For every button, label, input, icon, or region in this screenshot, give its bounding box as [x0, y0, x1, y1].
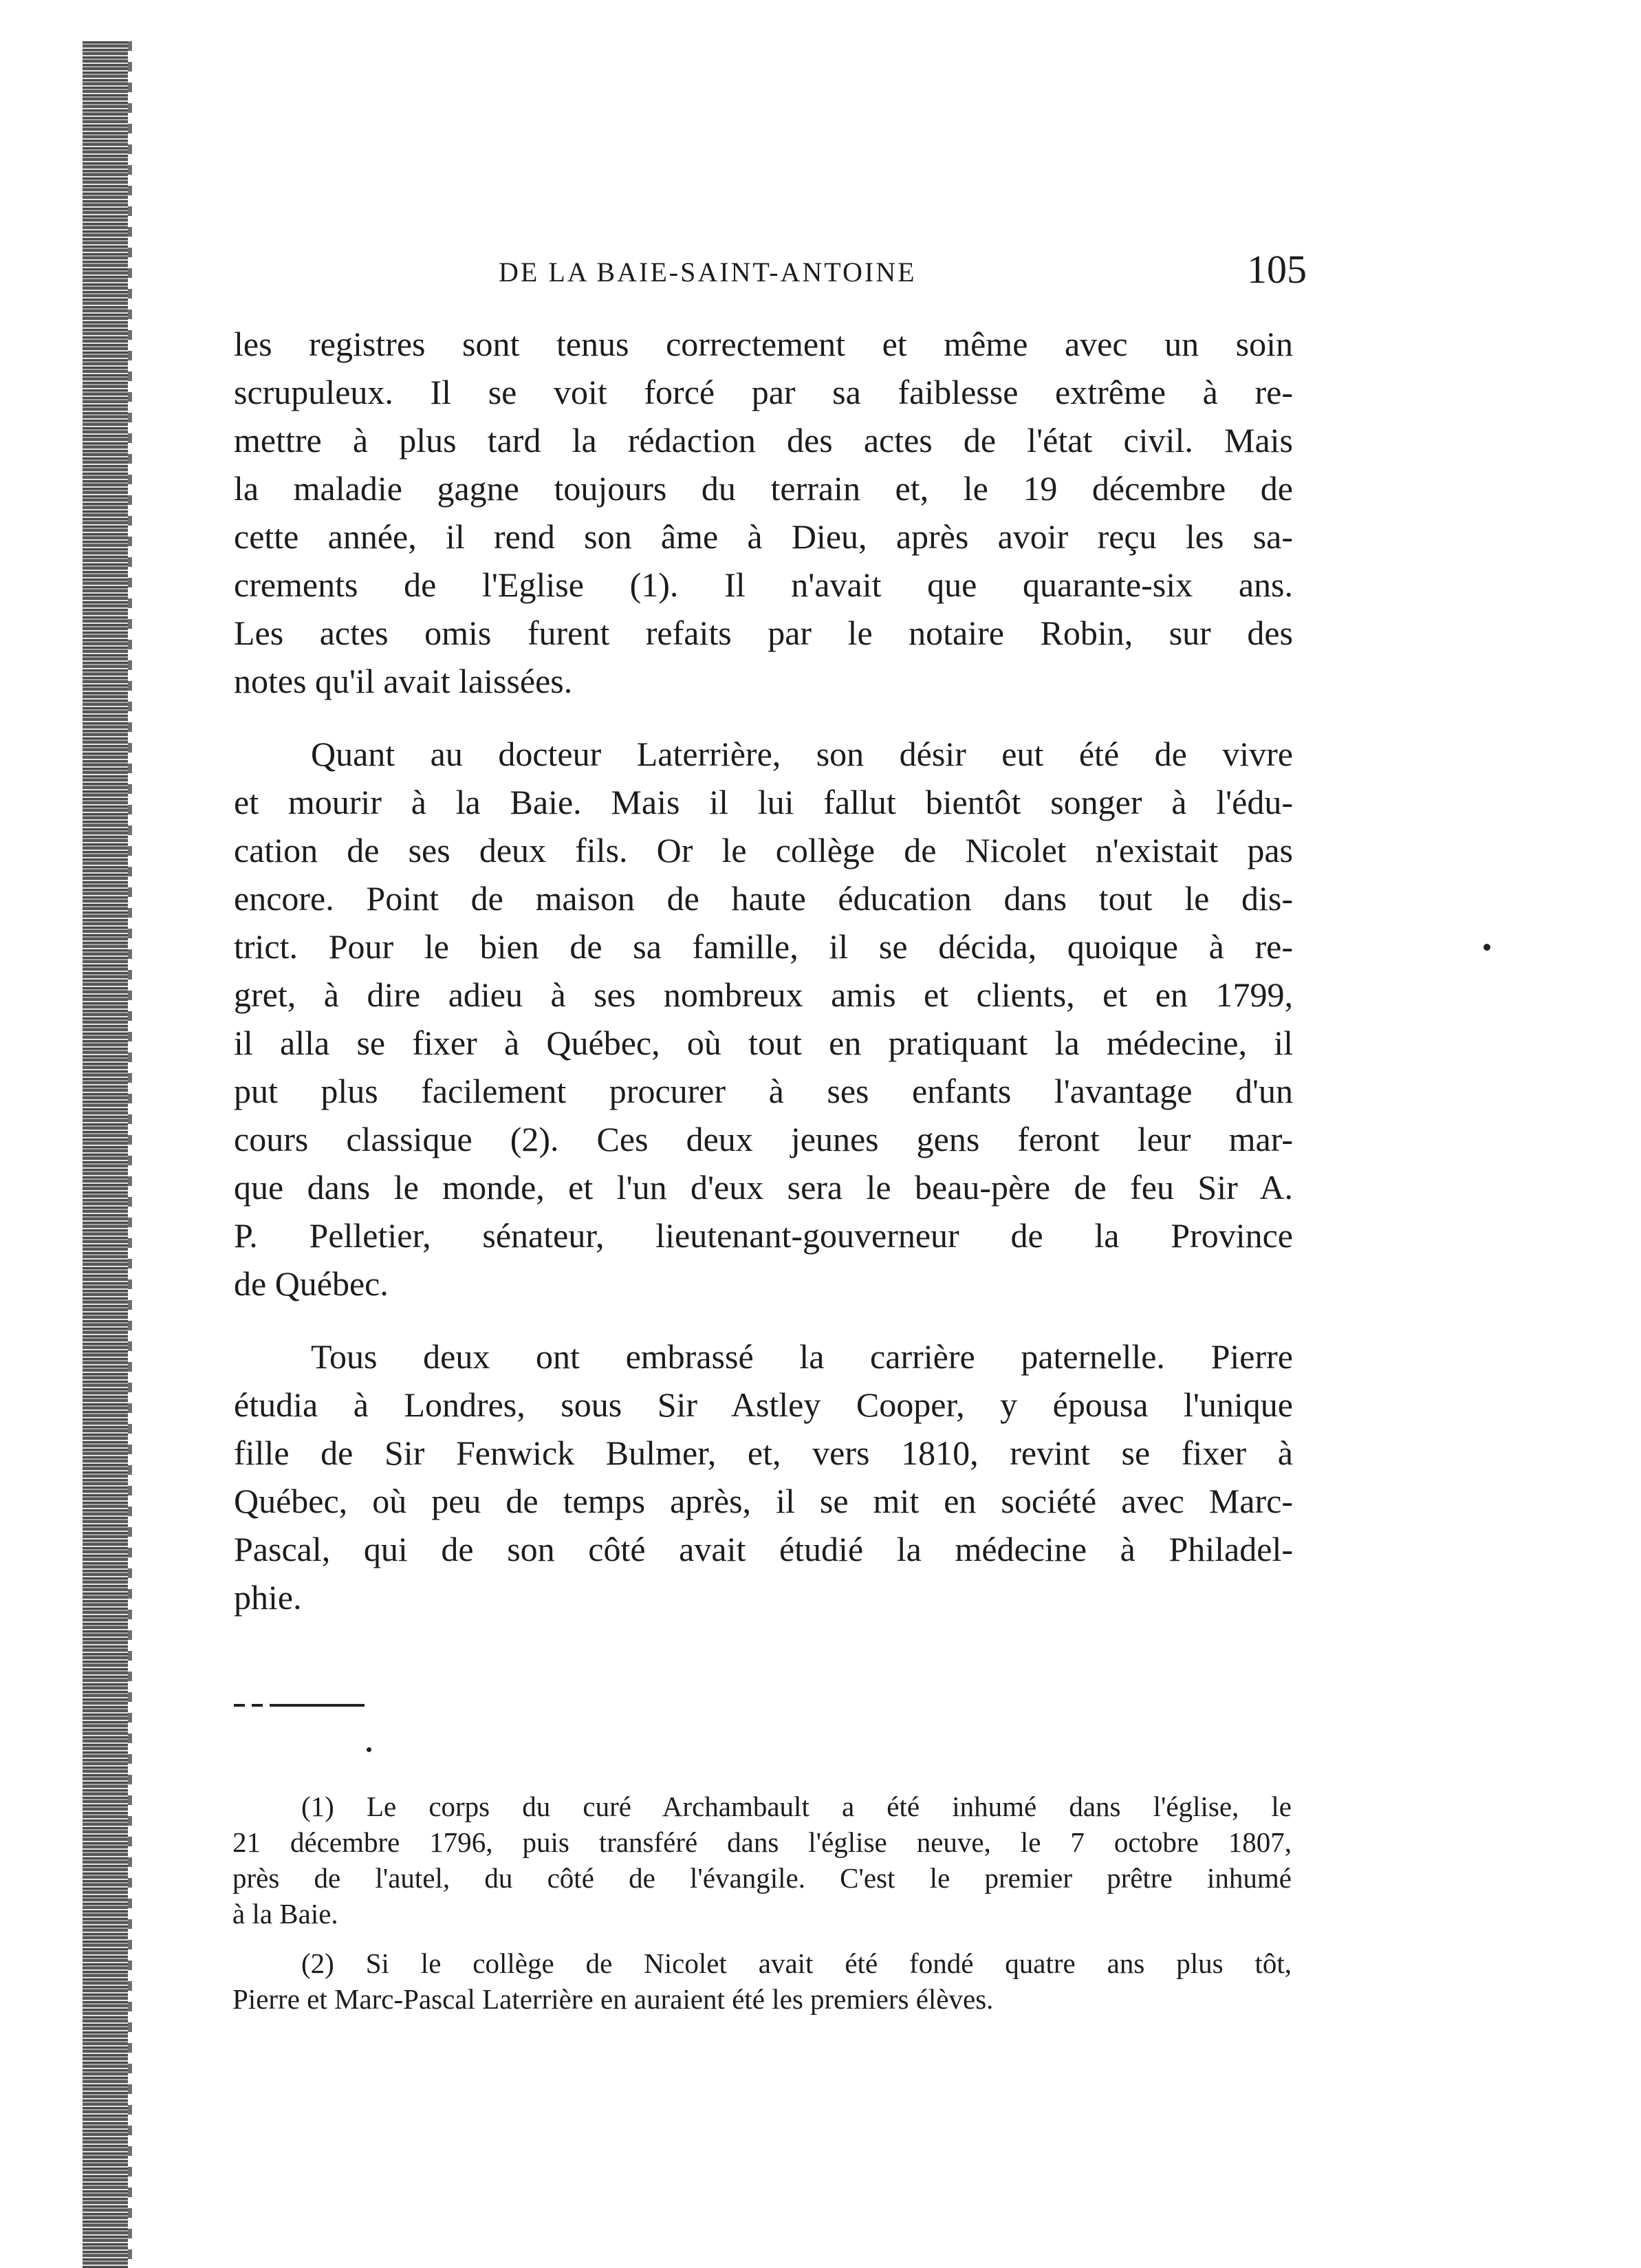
paragraph: [234, 730, 1293, 1308]
text-line: la maladie gagne toujours du terrain et, le 19 décembre de: [234, 469, 1293, 508]
text-line: cours classique (2). Ces deux jeunes gens feront leur mar-: [234, 1120, 1293, 1158]
text-line: étudia à Londres, sous Sir Astley Cooper, y épousa l'unique: [234, 1385, 1293, 1424]
footnotes: [232, 1789, 1292, 2017]
footnote-1: [232, 1789, 1292, 1932]
footnote-line: près de l'autel, du côté de l'évangile. C'est le premier prêtre inhumé: [232, 1862, 1292, 1894]
text-line: mettre à plus tard la rédaction des actes de l'état civil. Mais: [234, 421, 1293, 460]
stray-mark: [367, 1747, 371, 1752]
footnote-line: 21 décembre 1796, puis transféré dans l'église neuve, le 7 octobre 1807,: [232, 1826, 1292, 1858]
text-line: que dans le monde, et l'un d'eux sera le beau-père de feu Sir A.: [234, 1168, 1293, 1207]
footnote-2: [232, 1945, 1292, 2017]
text-line: crements de l'Eglise (1). Il n'avait que quarante-six ans.: [234, 565, 1293, 604]
text-line: P. Pelletier, sénateur, lieutenant-gouverneur de la Province: [234, 1216, 1293, 1255]
footnote-line: (1) Le corps du curé Archambault a été inhumé dans l'église, le: [301, 1791, 1292, 1822]
running-title: DE LA BAIE-SAINT-ANTOINE: [499, 257, 917, 288]
text-line: encore. Point de maison de haute éducation dans tout le dis-: [234, 879, 1293, 918]
text-line: gret, à dire adieu à ses nombreux amis et clients, et en 1799,: [234, 975, 1293, 1014]
text-line: cation de ses deux fils. Or le collège de Nicolet n'existait pas: [234, 831, 1293, 870]
stray-mark: [1484, 944, 1490, 951]
text-line: de Québec.: [234, 1264, 389, 1303]
text-line: les registres sont tenus correctement et même avec un soin: [234, 325, 1293, 363]
paragraph: [234, 320, 1293, 705]
text-line: scrupuleux. Il se voit forcé par sa faiblesse extrême à re-: [234, 373, 1293, 411]
text-line: et mourir à la Baie. Mais il lui fallut bientôt songer à l'édu-: [234, 783, 1293, 821]
page-number: 105: [1247, 247, 1307, 292]
page-header: [234, 247, 1307, 304]
text-line: Les actes omis furent refaits par le notaire Robin, sur des: [234, 614, 1293, 652]
text-line: fille de Sir Fenwick Bulmer, et, vers 1810, revint se fixer à: [234, 1434, 1293, 1472]
text-line: phie.: [234, 1578, 302, 1617]
text-line: il alla se fixer à Québec, où tout en pratiquant la médecine, il: [234, 1024, 1293, 1062]
text-line: Québec, où peu de temps après, il se mit en société avec Marc-: [234, 1482, 1293, 1520]
binding-edge: [83, 41, 128, 2268]
footnote-line: à la Baie.: [232, 1898, 338, 1930]
text-line: notes qu'il avait laissées.: [234, 662, 573, 700]
footnote-separator: [234, 1704, 365, 1707]
text-line: trict. Pour le bien de sa famille, il se décida, quoique à re-: [234, 927, 1293, 966]
body-text: [234, 320, 1293, 1621]
paragraph: [234, 1332, 1293, 1621]
footnote-line: (2) Si le collège de Nicolet avait été fondé quatre ans plus tôt,: [301, 1947, 1292, 1979]
footnote-line: Pierre et Marc-Pascal Laterrière en auraient été les premiers élèves.: [232, 1983, 994, 2015]
text-line: Quant au docteur Laterrière, son désir eut été de vivre: [311, 735, 1293, 773]
text-line: cette année, il rend son âme à Dieu, après avoir reçu les sa-: [234, 517, 1293, 556]
text-line: Pascal, qui de son côté avait étudié la médecine à Philadel-: [234, 1530, 1293, 1568]
text-line: Tous deux ont embrassé la carrière paternelle. Pierre: [311, 1337, 1293, 1376]
text-line: put plus facilement procurer à ses enfants l'avantage d'un: [234, 1072, 1293, 1110]
